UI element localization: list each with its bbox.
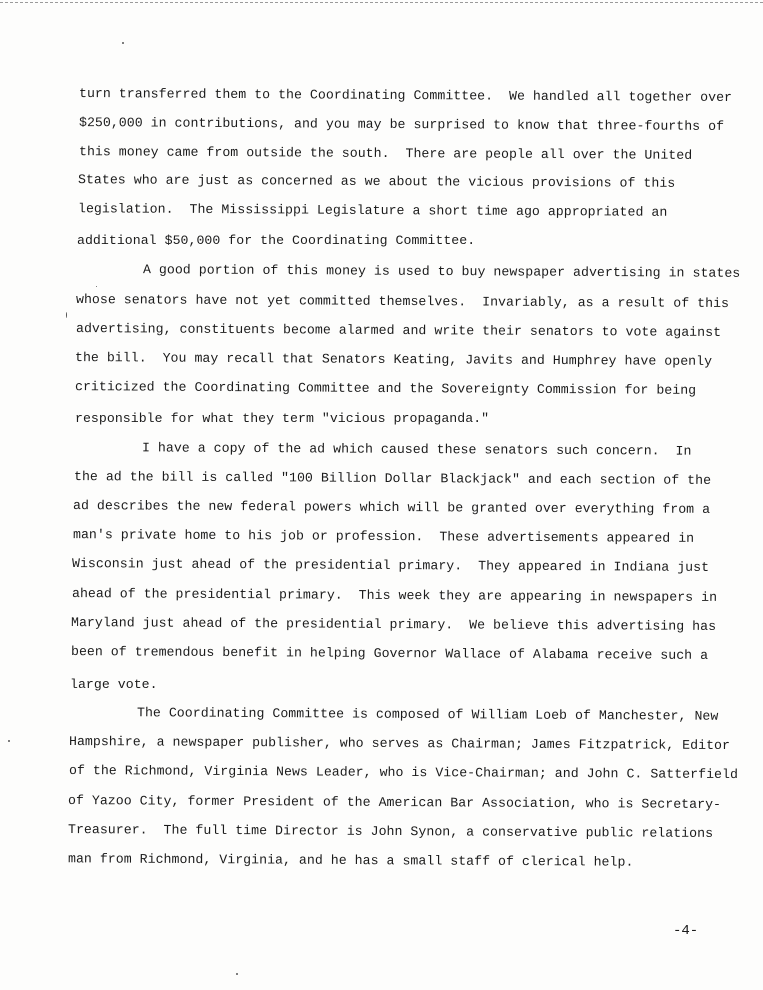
text-line: been of tremendous benefit in helping Governor Wallace of Alabama receive such a — [70, 644, 709, 663]
text-line: A good portion of this money is used to buy newspaper advertising in states — [142, 262, 741, 281]
text-line: the ad the bill is called "100 Billion Dollar Blackjack" and each section of the — [73, 469, 712, 488]
text-line: advertising, constituents become alarmed and write their senators to vote against — [75, 321, 722, 340]
text-line: man's private home to his job or profession. These advertisements appeared in — [72, 527, 695, 546]
text-line: Wisconsin just ahead of the presidential primary. They appeared in Indiana just — [71, 556, 710, 575]
page-top-edge — [0, 2, 763, 3]
text-line: $250,000 in contributions, and you may be surprised to know that three-fourths of — [78, 115, 725, 134]
scan-speck — [236, 973, 238, 975]
text-line: The Coordinating Committee is composed of William Loeb of Manchester, New — [136, 705, 719, 724]
text-line: of Yazoo City, former President of the American Bar Association, who is Secretary- — [67, 793, 722, 812]
text-line: Maryland just ahead of the presidential primary. We believe this advertising has — [70, 615, 717, 634]
text-line: legislation. The Mississippi Legislature a short time ago appropriated an — [77, 201, 668, 220]
text-line: the bill. You may recall that Senators Keating, Javits and Humphrey have openly — [74, 350, 713, 369]
text-line: of the Richmond, Virginia News Leader, who is Vice-Chairman; and John C. Satterfield — [68, 762, 739, 783]
text-line: ahead of the presidential primary. This week they are appearing in newspapers in — [71, 586, 718, 605]
text-line: Treasurer. The full time Director is John Synon, a conservative public relations — [67, 822, 714, 841]
text-line: criticized the Coordinating Committee and the Sovereignty Commission for being — [74, 379, 697, 398]
scan-speck — [122, 42, 124, 44]
scan-speck — [8, 740, 10, 742]
scan-speck — [66, 312, 67, 318]
text-line: whose senators have not yet committed themselves. Invariably, as a result of this — [75, 292, 730, 311]
page-number: -4- — [673, 923, 699, 939]
text-line: States who are just as concerned as we about the vicious provisions of this — [77, 172, 676, 191]
text-line: large vote. — [70, 677, 158, 692]
text-line: ad describes the new federal powers which will be granted over everything from a — [72, 498, 711, 517]
scan-speck — [96, 286, 97, 287]
text-line: man from Richmond, Virginia, and he has a small staff of clerical help. — [67, 851, 634, 870]
text-line: responsible for what they term "vicious propaganda." — [75, 411, 490, 426]
text-line: additional $50,000 for the Coordinating Committee. — [77, 233, 476, 248]
text-line: this money came from outside the south. There are people all over the United — [78, 144, 693, 163]
text-line: turn transferred them to the Coordinating Committee. We handled all together over — [78, 86, 733, 105]
text-line: Hampshire, a newspaper publisher, who serves as Chairman; James Fitzpatrick, Editor — [68, 733, 731, 754]
text-line: I have a copy of the ad which caused these senators such concern. In — [141, 440, 692, 459]
